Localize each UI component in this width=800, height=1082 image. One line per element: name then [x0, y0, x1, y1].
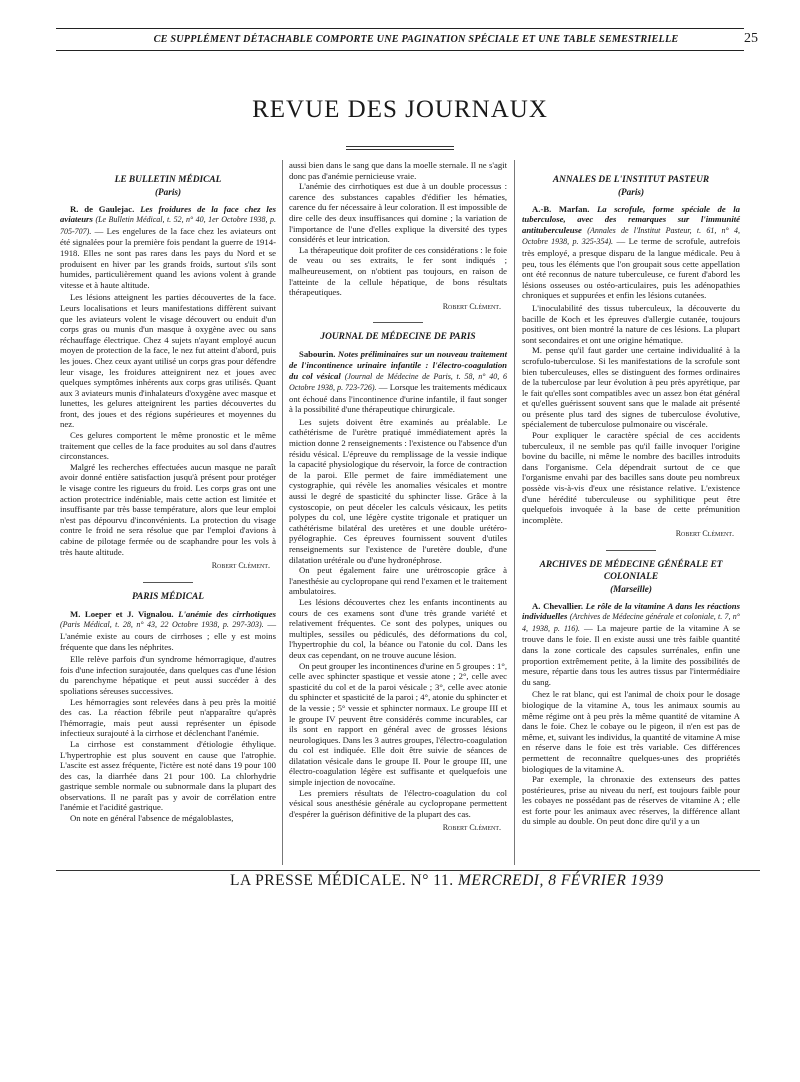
article-paragraph: La cirrhose est constamment d'étiologie éthylique. L'hypertrophie est plus souvent en cause que l'atrophie. L'ascite est assez fréquente, l'ictère est noté dans 19 pour 100 des cas, la diarrhée dans 21 pour 100. La chlorhydrie gastrique semble normale ou subnormale dans la plupart des observations. Il ne paraît pas y avoir de corrélation entre l'anémie et l'acidité gastrique. — [60, 738, 276, 813]
article-authors: R. de Gaulejac. — [70, 203, 135, 214]
column-1 — [60, 160, 276, 824]
masthead-rule-1 — [346, 146, 454, 147]
page-number: 25 — [744, 31, 758, 46]
article-source: (Journal de Médecine de Paris, t. 58, n° 40, 6 Octobre 1938, p. 723-726). — [289, 371, 508, 393]
section-city: (Marseille) — [610, 584, 652, 594]
article-paragraph: M. pense qu'il faut garder une certaine individualité à la scrofulo-tuberculose. Si les manifestations de la scrofule sont bien tuberculeuses, elles se distinguent des formes ordinaires de la tuberculose par leur évolution à peu près apyrétique, par le fait qu'elles sont compatibles avec un assez bon état général et qu'elles guérissent souvent sans que le malade ait présenté ou présente plus tard des signes de tuberculose évolutive, spécialement de tuberculose pulmonaire ou viscérale. — [522, 345, 740, 430]
article-citation — [522, 204, 740, 301]
column-divider-2 — [514, 160, 515, 865]
header-rule — [56, 50, 744, 51]
article-title: L'anémie des cirrhotiques — [178, 608, 276, 619]
article-title: Notes préliminaires sur un nouveau traitement de l'incontinence urinaire infantile : l'électro-coagulation du col vésical — [289, 349, 508, 381]
section-city: (Paris) — [154, 187, 182, 197]
article-source: (Annales de l'Institut Pasteur, t. 61, n° 4, Octobre 1938, p. 325-354). — [522, 225, 741, 247]
article-citation — [289, 349, 507, 415]
article-title: Le rôle de la vitamine A dans les réactions individuelles — [522, 600, 740, 622]
article-signature: Robert Clément. — [675, 529, 734, 539]
article-paragraph: Pour expliquer le caractère spécial de ces accidents tuberculeux, il ne semble pas qu'il faille invoquer l'origine bovine du bacille, ni même le nombre des bacilles introduits dans l'organisme. Cela dépendrait surtout de ce que l'organisme envahi par des bacilles sans doute peu nombreux possède vis-à-vis d'eux une résistance relative. L'existence d'une hérédité tuberculeuse ou syphilitique peut être quelquefois invoquée à la base de cette prémunition incomplète. — [522, 430, 740, 525]
article-source: (Le Bulletin Médical, t. 52, n° 40, 1er Octobre 1938, p. 705-707). — [60, 215, 276, 236]
column-divider-1 — [282, 160, 283, 865]
section-separator — [606, 550, 656, 551]
article-source: (Paris Médical, t. 28, n° 43, 22 Octobre 1938, p. 297-303). — [60, 620, 264, 630]
masthead-rule-2 — [346, 149, 454, 150]
article-paragraph: Elle relève parfois d'un syndrome hémorragique, d'autres fois d'une infection surajoutée, dans quelques cas d'une lésion du parenchyme hépatique et peut aussi succéder à des spoliations séreuses successives. — [60, 654, 276, 696]
article-paragraph: Malgré les recherches effectuées aucun masque ne paraît avoir donné entière satisfaction jusqu'à présent pour protéger le visage contre les rigueurs du froid. Les corps gras ont une action protectrice indéniable, mais cette action est limitée et insuffisante par très basse température, alors que leur emploi n'est pas dépourvu d'inconvénients. La protection du visage contre le froid ne sera résolue que par l'emploi d'avions à cabine de pilotage fermée ou de scaphandre pour les vols à très haute altitude. — [60, 461, 276, 557]
article-paragraph: — La majeure partie de la vitamine A se trouve dans le foie. Il en existe aussi une très faible quantité dans la zone corticale des capsules surrénales, enfin une proportion extrêmement petite, à la limite des possibilités de mesure, répartie dans tous les autres tissus par l'intermédiaire du sang. — [522, 622, 740, 687]
article-paragraph: Par exemple, la chronaxie des extenseurs des pattes postérieures, prise au niveau du nerf, est toujours faible pour les cobayes ne possédant pas de réserves de vitamine A ; elle est forte pour les animaux avec réserves, la différence allant du simple au double. On peut donc dire qu'il y a un — [522, 774, 740, 827]
masthead-title: REVUE DES JOURNAUX — [252, 96, 548, 123]
article-signature: Robert Clément. — [211, 561, 270, 571]
article-paragraph: Les sujets doivent être examinés au préalable. Le cathétérisme de l'urètre pratiqué immédiatement après la miction donne 2 renseignements : l'existence ou l'absence d'un résidu vésical. L'épreuve du remplissage de la vessie indique la capacité physiologique du réservoir, la force de contraction de la paroi. Elle permet de faire immédiatement une cystographie, qui révèle les anomalies vésicales et montre aussi le degré de spasticité du sphincter lisse. Grâce à la cystoscopie, on peut déceler les calculs vésicaux, les petits polypes du col, une légère cystite trigonale et pratiquer un cathétérisme bilatéral des uretères et une double urétéro-pyélographie. Ces épreuves fournissent souvent d'utiles renseignements sur l'existence de l'uretère double, d'une dilatation urétérale ou d'une hydronéphrose. — [289, 416, 507, 565]
section-separator — [373, 322, 423, 323]
article-paragraph: Les premiers résultats de l'électro-coagulation du col vésical sous anesthésie générale au cyclopropane permettent d'espérer la guérison définitive de la plupart des cas. — [289, 787, 507, 819]
article-paragraph: On note en général l'absence de mégaloblastes, — [70, 813, 234, 824]
section-city: (Paris) — [617, 187, 645, 197]
footer-rule — [56, 870, 760, 871]
footer-line — [230, 872, 664, 890]
article-signature: Robert Clément. — [442, 301, 501, 311]
article-paragraph: Chez le rat blanc, qui est l'animal de choix pour le dosage biologique de la vitamine A, tous les animaux soumis au même régime ont à peu près la même quantité de vitamine A dans le foie. Chez le cobaye ou le pigeon, il n'en est pas de même, et, suivant les individus, la quantité de vitamine A mise en réserve dans le foie est très variable. Ces différences permettent de reconnaître quelques-unes des propriétés biologiques de la vitamine A. — [522, 689, 740, 774]
article-paragraph: — Le terme de scrofule, autrefois très employé, a presque disparu de la langue médicale. Peu à peu, tous les éléments que l'on groupait sous cette appellation ont été reconnus de nature tuberculeuse, ce furent d'abord les lésions osseuses ou ostéo-articulaires, puis les adénopathies chroniques et suppurées et enfin les lésions cutanées. — [522, 236, 741, 301]
article-authors: M. Loeper et J. Vignalou. — [70, 608, 174, 619]
article-paragraph: On peut grouper les incontinences d'urine en 5 groupes : 1°, celle avec sphincter spastique et vessie atone ; 2°, celle avec spasticité du col et de la paroi vésicale ; 3°, celle avec atonie du sphincter et spasticité de la paroi ; 4°, atonie du sphincter et de la vessie ; 5° vessie et sphincter normaux. Le groupe III et le groupe IV peuvent être considérés comme incurables, car ils sont en rapport en général avec de grosses lésions neurologiques. Dans les 3 autres groupes, l'électro-coagulation du col est indiquée. Elle doit être suivie de séances de dilatation vésicale dans le groupe II. Pour le groupe III, une électro-coagulation légère est suffisante et quelquefois une simple injection de novocaïne. — [289, 660, 507, 788]
article-paragraph: Les lésions découvertes chez les enfants incontinents au cours de ces examens sont d'une très grande variété et relativement fréquentes. Ce sont des polypes, uniques ou multiples, sessiles ou pédiculés, des déformations du col, l'hypertrophie du col, la béance ou l'atonie du col. Dans les deux cas cependant, on ne trouve aucune lésion. — [289, 596, 507, 660]
article-paragraph: L'inoculabilité des tissus tuberculeux, la découverte du bacille de Koch et les épreuves d'allergie cutanée, toujours positives, ont bien montré la nature de ces lésions. La plupart sont secondaires et ont une origine hématique. — [522, 302, 740, 345]
article-paragraph: — Les engelures de la face chez les aviateurs ont été signalées pour la première fois pendant la guerre de 1914-1918. Elles ne sont pas rares dans les pays du Nord et se produisent en hiver par les grands froids, surtout s'ils sont humides, particulièrement quand les avions volent à grande vitesse et à haute altitude. — [60, 225, 277, 290]
article-authors: A. Chevallier. — [532, 600, 584, 611]
footer-issue: N° 11. — [410, 872, 454, 889]
section-heading: LE BULLETIN MÉDICAL — [114, 175, 222, 185]
article-paragraph: L'anémie des cirrhotiques est due à un double processus : carence des substances capables d'édifier les hématies, carence du fer nécessaire à leur coloration. Il est impossible de dire celle des deux insuffisances qui domine ; la variation de l'importance de l'une d'elles explique la diversité des types considérés et leur intrication. — [289, 181, 507, 245]
article-title: La scrofule, forme spéciale de la tuberculose, avec des remarques sur l'immunité antituberculeuse — [522, 203, 740, 235]
article-source: (Archives de Médecine générale et coloniale, t. 7, n° 4, 1938, p. 116). — [522, 612, 740, 633]
article-paragraph: aussi bien dans le sang que dans la moelle sternale. Il ne s'agit donc pas d'anémie pernicieuse vraie. — [289, 160, 507, 181]
section-heading: JOURNAL DE MÉDECINE DE PARIS — [320, 332, 476, 343]
header-bar — [56, 30, 770, 52]
section-separator — [143, 582, 193, 583]
article-paragraph: — L'anémie existe au cours de cirrhoses ; elle y est moins fréquente que dans les néphrites. — [60, 619, 276, 652]
supplement-notice: CE SUPPLÉMENT DÉTACHABLE COMPORTE UNE PAGINATION SPÉCIALE ET UNE TABLE SEMESTRIELLE — [153, 34, 679, 45]
article-title: Les froidures de la face chez les aviateurs — [60, 203, 276, 225]
article-paragraph: — Lorsque les traitements médicaux ont échoué dans l'incontinence d'urine infantile, il faut songer à la possibilité d'une thérapeutique chirurgicale. — [289, 382, 507, 415]
section-heading: PARIS MÉDICAL — [132, 591, 204, 602]
article-paragraph: Ces gelures comportent le même pronostic et le même traitement que celles de la face produites au sol dans d'autres circonstances. — [60, 430, 276, 462]
article-authors: A.-B. Marfan. — [532, 203, 590, 214]
article-authors: Sabourin. — [299, 349, 336, 360]
footer-date: MERCREDI, 8 FÉVRIER 1939 — [457, 872, 664, 889]
footer-journal: LA PRESSE MÉDICALE. — [230, 872, 407, 889]
top-rule — [56, 28, 744, 29]
section-heading: ANNALES DE L'INSTITUT PASTEUR — [552, 175, 710, 185]
column-3 — [522, 160, 740, 827]
article-paragraph: La thérapeutique doit profiter de ces considérations : le foie de veau ou ses extraits, le fer sont indiqués ; malheureusement, on n'obtient pas toujours, en raison de l'atteinte de la cellule hépatique, de bons résultats thérapeutiques. — [289, 244, 507, 298]
article-citation — [60, 609, 276, 652]
article-citation — [60, 204, 276, 291]
article-paragraph: On peut également faire une urétroscopie grâce à l'anesthésie au cyclopropane qui rend l'examen et le traitement ambulatoires. — [289, 565, 507, 597]
article-signature: Robert Clément. — [442, 823, 501, 833]
article-paragraph: Les hémorragies sont relevées dans à peu près la moitié des cas. La réaction fébrile peut n'apparaître qu'après l'hémorragie, mais peut aussi représenter un épisode infectieux surajouté à la cirrhose et déclenchant l'anémie. — [60, 696, 276, 739]
column-2 — [289, 160, 507, 844]
article-citation — [522, 601, 740, 688]
section-heading: ARCHIVES DE MÉDECINE GÉNÉRALE ET COLONIALE — [539, 560, 723, 582]
article-paragraph: Les lésions atteignent les parties découvertes de la face. Leurs localisations et leurs manifestations diffèrent suivant que les aviateurs volent le visage découvert ou enduit d'un corps gras ou munis d'un masque à oxygène avec ou sans réchauffage électrique. Chez 4 sujets n'ayant employé aucun moyen de protection de la face, le nez fut atteint d'abord, puis les joues. Chez ceux ayant utilisé un corps gras pour défendre leur visage, les froidures atteignirent nez et joues avec quelques symptômes inhérents aux corps gras utilisés. Quant aux 3 aviateurs munis d'inhalateurs d'oxygène avec masque et lunettes, les gelures atteignirent les parties découvertes du front, des joues et des régions supérieures et moyennes du nez. — [60, 292, 276, 430]
